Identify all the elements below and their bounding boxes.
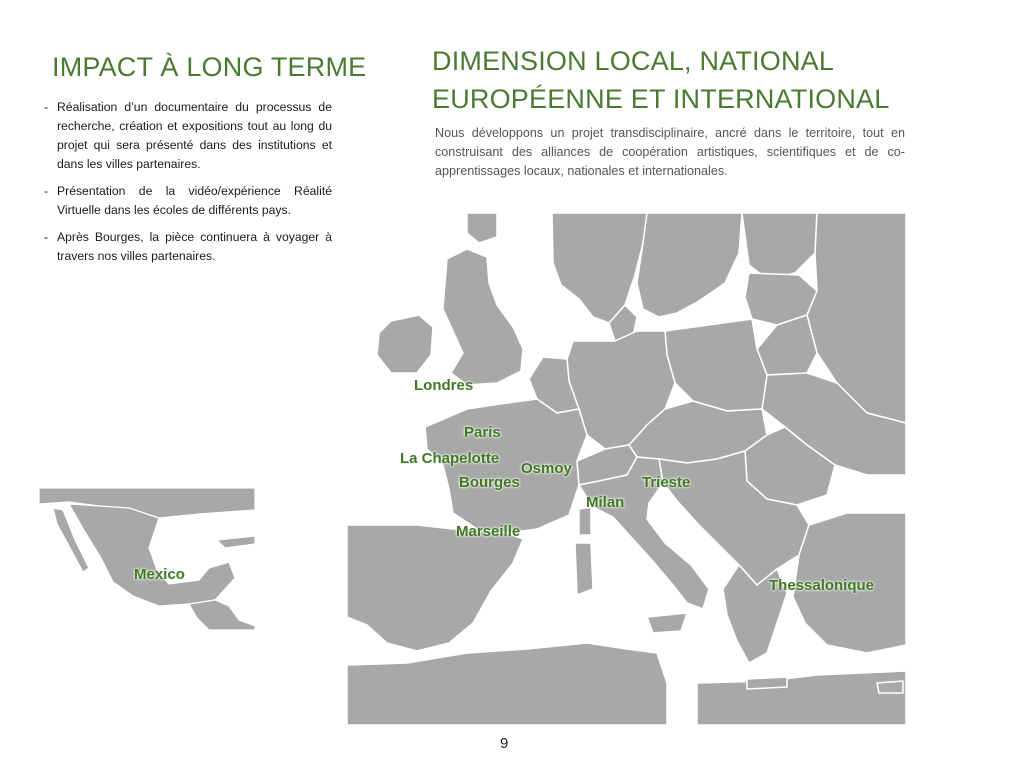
city-label-la-chapelotte: La Chapelotte xyxy=(400,450,500,467)
section-title-impact: IMPACT À LONG TERME xyxy=(52,52,367,82)
bullet-text: Présentation de la vidéo/expérience Réalité Virtuelle dans les écoles de différents pays. xyxy=(57,184,332,217)
city-label-paris: Paris xyxy=(464,424,501,441)
city-label-bourges: Bourges xyxy=(459,474,520,491)
city-label-marseille: Marseille xyxy=(456,523,521,540)
list-item: - Présentation de la vidéo/expérience Réalité Virtuelle dans les écoles de différents pays. xyxy=(44,184,332,217)
city-label-milan: Milan xyxy=(586,494,625,511)
list-item: - Réalisation d’un documentaire du processus de recherche, création et expositions tout au long du projet qui sera présenté dans des institutions et dans les villes partenaires. xyxy=(44,100,332,171)
city-label-osmoy: Osmoy xyxy=(521,460,572,477)
impact-bullet-list xyxy=(44,98,332,274)
city-label-londres: Londres xyxy=(414,377,474,394)
city-label-trieste: Trieste xyxy=(642,474,691,491)
page-number: 9 xyxy=(500,735,509,752)
bullet-text: Réalisation d’un documentaire du processus de recherche, création et expositions tout au long du projet qui sera présenté dans des institutions et dans les villes partenaires. xyxy=(57,100,332,171)
city-label-thessalonique: Thessalonique xyxy=(769,577,875,594)
mexico-map xyxy=(39,488,255,630)
intro-paragraph: Nous développons un projet transdisciplinaire, ancré dans le territoire, tout en construisant des alliances de coopération artistiques, scientifiques et de co-apprentissages locaux, nationales et internationales. xyxy=(435,126,905,178)
section-title-dimension: DIMENSION LOCAL, NATIONAL EUROPÉENNE ET INTERNATIONAL xyxy=(432,46,890,114)
europe-map xyxy=(347,213,906,725)
bullet-text: Après Bourges, la pièce continuera à voyager à travers nos villes partenaires. xyxy=(57,230,332,263)
list-item: - Après Bourges, la pièce continuera à voyager à travers nos villes partenaires. xyxy=(44,230,332,263)
city-label-mexico: Mexico xyxy=(134,566,185,583)
